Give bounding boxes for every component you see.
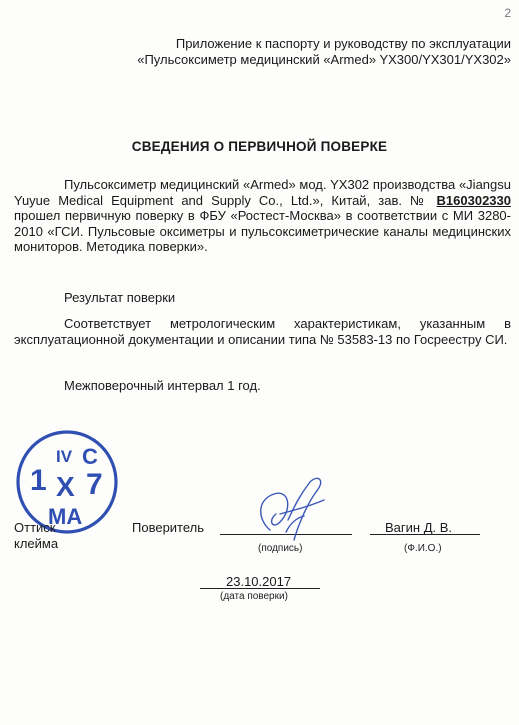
verifier-label: Поверитель <box>132 520 205 535</box>
header-line-2: «Пульсоксиметр медицинский «Armed» YX300/YX301/YX302» <box>137 52 511 67</box>
name-caption: (Ф.И.О.) <box>404 543 442 554</box>
stamp-label-1: Оттиск <box>14 520 56 535</box>
signature-caption: (подпись) <box>258 543 303 554</box>
stamp-text-6: MA <box>48 504 83 529</box>
header-line-1: Приложение к паспорту и руководству по эксплуатации <box>175 36 511 51</box>
stamp-text-3: 1 <box>30 464 47 497</box>
stamp-label-2: клейма <box>14 536 59 551</box>
serial-number: B160302330 <box>436 192 511 208</box>
result-label: Результат поверки <box>64 290 176 305</box>
paragraph-text-start: Пульсоксиметр медицинский «Armed» мод. YX302 производства «Jiangsu Yuyue Medical Equipment and Supply Co., Ltd.», Китай, зав. № <box>14 177 511 208</box>
stamp-text-4: X <box>56 471 75 502</box>
stamp-text-5: 7 <box>86 468 103 501</box>
page-number: 2 <box>504 6 511 20</box>
verification-paragraph <box>14 177 511 255</box>
verifier-name: Вагин Д. В. <box>385 520 453 535</box>
interval-text: Межповерочный интервал 1 год. <box>64 378 261 393</box>
stamp-text-2: C <box>82 444 98 469</box>
date-line <box>200 588 320 589</box>
paragraph-text-end: прошел первичную поверку в ФБУ «Ростест-Москва» в соответствии с МИ 3280-2010 «ГСИ. Пульсовые оксиметры и пульсоксиметрические каналы медицинских мониторов. Методика поверки». <box>14 208 511 254</box>
date-caption: (дата поверки) <box>220 591 288 602</box>
name-line <box>370 534 480 535</box>
stamp-text-1: IV <box>56 447 73 466</box>
verification-date: 23.10.2017 <box>226 574 292 589</box>
page-title: СВЕДЕНИЯ О ПЕРВИЧНОЙ ПОВЕРКЕ <box>131 139 388 154</box>
document-header <box>40 36 511 68</box>
result-paragraph: Соответствует метрологическим характеристикам, указанным в эксплуатационной документации и описании типа № 53583-13 по Госреестру СИ. <box>14 316 511 347</box>
handwritten-signature <box>240 470 340 550</box>
